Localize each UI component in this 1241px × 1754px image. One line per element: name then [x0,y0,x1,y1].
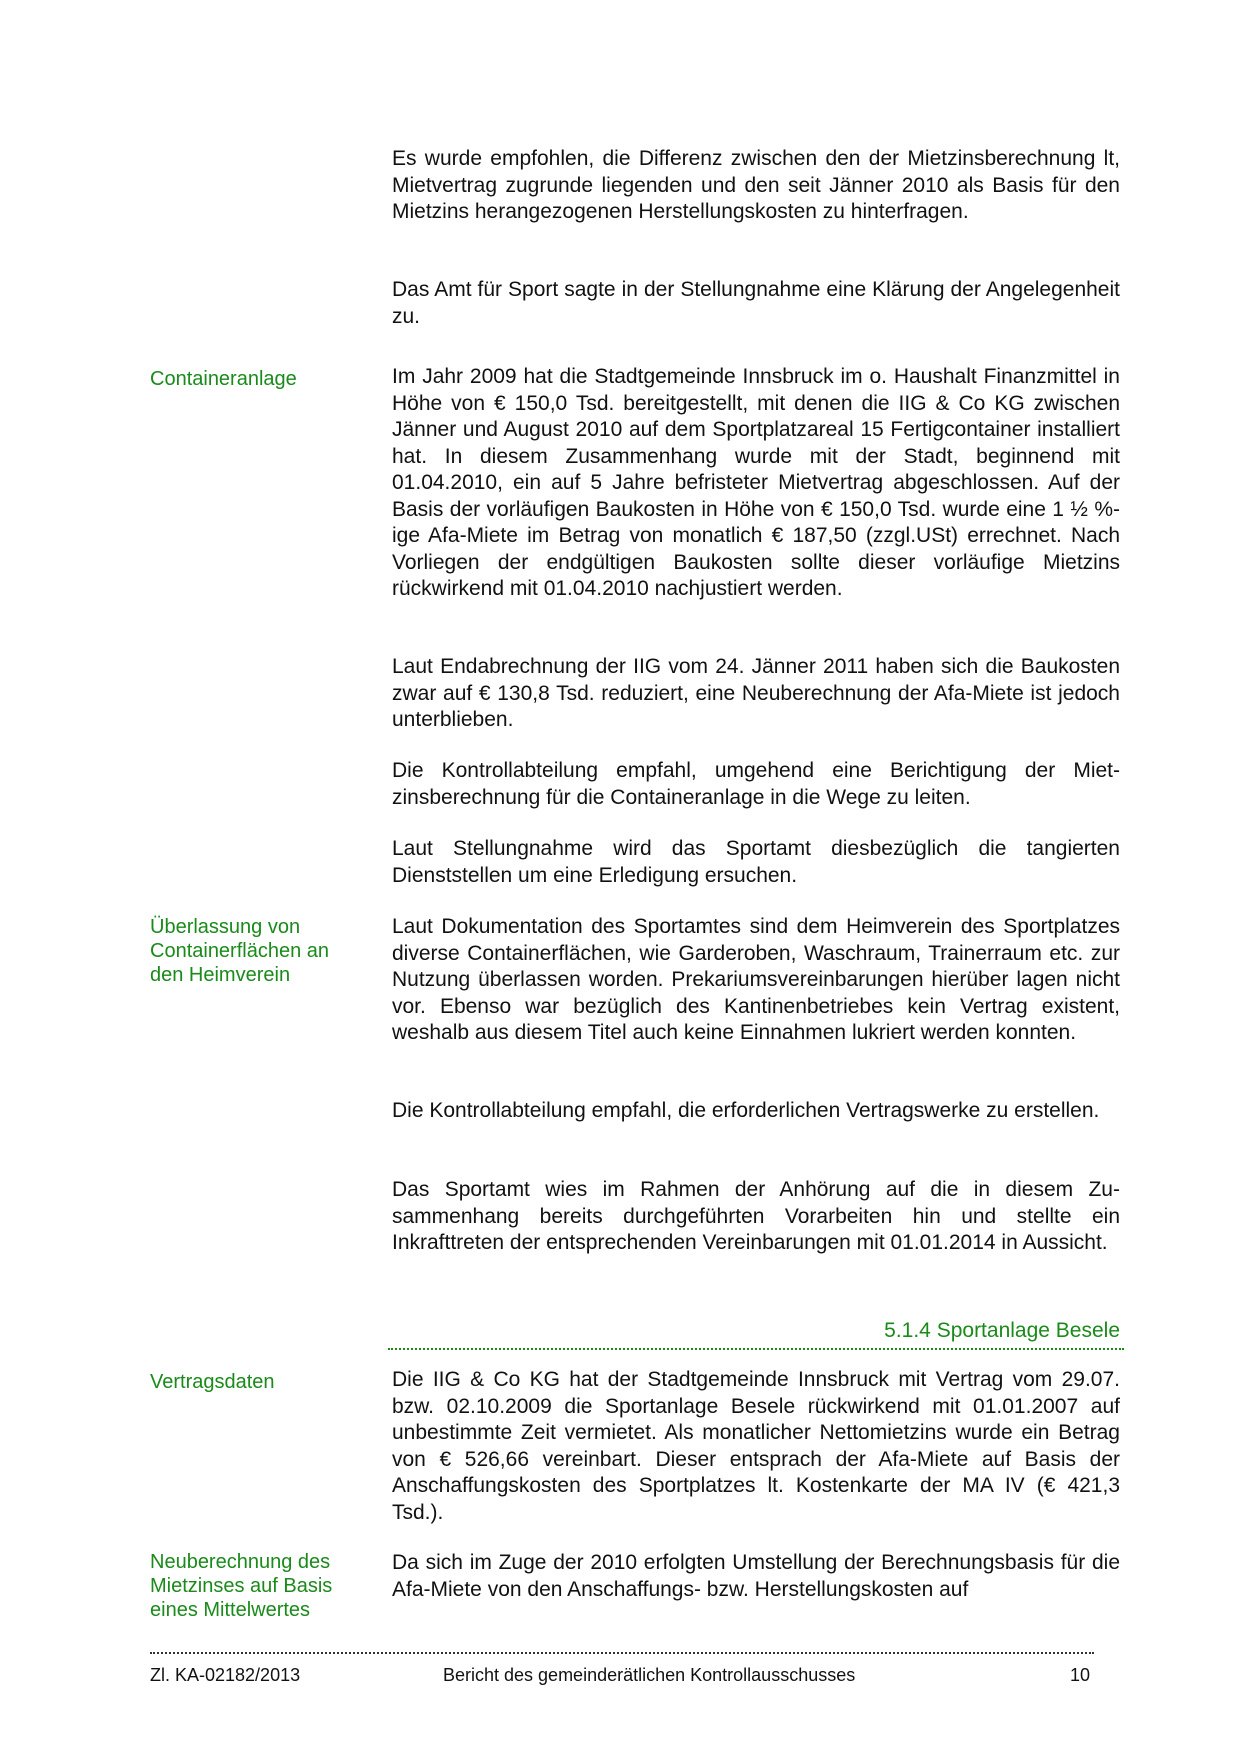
margin-note-neuberechnung: Neuberechnung des Mietzinses auf Basis eines Mittelwertes [150,1551,333,1621]
paragraph-berichtigung: Die Kontrollabteilung empfahl, umgehend eine Berichtigung der Mietzinsberechnung für die Containeranlage in die Wege zu leiten. [392,759,1120,809]
paragraph-amt-fuer-sport: Das Amt für Sport sagte in der Stellungnahme eine Klärung der Angelegenheit zu. [392,278,1120,328]
paragraph-vertragswerke: Die Kontrollabteilung empfahl, die erforderlichen Vertragswerke zu erstellen. [392,1099,1100,1122]
paragraph-neuberechnung: Da sich im Zuge der 2010 erfolgten Umstellung der Berechnungsbasis für die Afa-Miete von den Anschaffungs- bzw. Herstellungskosten auf [392,1551,1120,1601]
paragraph-containeranlage: Im Jahr 2009 hat die Stadtgemeinde Innsbruck im o. Haushalt Finanzmittel in Höhe von € 150,0 Tsd. bereitgestellt, mit denen die IIG & Co KG zwischen Jänner und August 2010 auf dem Sportplatzareal 15 Fertigcontainer installiert hat. In diesem Zusammenhang wurde mit der Stadt, beginnend mit 01.04.2010, ein auf 5 Jahre befristeter Mietvertrag abgeschlossen. Auf der Basis der vorläufigen Baukosten in Höhe von € 150,0 Tsd. wurde eine 1 ½ %-ige Afa-Miete im Betrag von monatlich € 187,50 (zzgl.USt) errechnet. Nach Vorliegen der endgültigen Baukosten sollte dieser vorläufige Mietzins rückwirkend mit 01.04.2010 nachjustiert werden. [392,365,1120,600]
paragraph-anhoerung: Das Sportamt wies im Rahmen der Anhörung auf die in diesem Zusammenhang bereits durchgeführten Vorarbeiten hin und stellte ein Inkrafttreten der entsprechenden Vereinbarungen mit 01.01.2014 in Aussicht. [392,1178,1120,1254]
paragraph-mietzins-differenz: Es wurde empfohlen, die Differenz zwischen den der Mietzinsberechnung lt, Mietvertrag zugrunde liegenden und den seit Jänner 2010 als Basis für den Mietzins herangezogenen Herstellungskosten zu hinterfragen. [392,147,1120,223]
page-number: 10 [1070,1665,1091,1685]
paragraph-vertragsdaten: Die IIG & Co KG hat der Stadtgemeinde Innsbruck mit Vertrag vom 29.07. bzw. 02.10.2009 die Sportanlage Besele rückwirkend mit 01.01.2007 auf unbestimmte Zeit vermietet. Als monatlicher Nettomietzins wurde ein Betrag von € 526,66 vereinbart. Dieser entsprach der Afa-Miete auf Basis der Anschaffungskosten des Sportplatzes lt. Kostenkarte der MA IV (€ 421,3 Tsd.). [392,1368,1120,1524]
footer-title: Bericht des gemeinderätlichen Kontrollausschusses [443,1665,856,1685]
margin-note-containeranlage: Containeranlage [150,368,297,390]
section-heading: 5.1.4 Sportanlage Besele [884,1319,1120,1342]
paragraph-dokumentation-sportamt: Laut Dokumentation des Sportamtes sind dem Heimverein des Sportplatzes diverse Containerflächen, wie Garderoben, Waschraum, Trainerraum etc. zur Nutzung überlassen worden. Prekariumsvereinbarungen hierüber lagen nicht vor. Ebenso war bezüglich des Kantinenbetriebes kein Vertrag existent, weshalb aus diesem Titel auch keine Einnahmen lukriert werden konnten. [392,915,1120,1044]
paragraph-stellungnahme-sportamt: Laut Stellungnahme wird das Sportamt diesbezüglich die tangierten Dienststellen um eine Erledigung ersuchen. [392,837,1120,887]
margin-note-ueberlassung: Überlassung von Containerflächen an den Heimverein [150,916,330,986]
footer-reference: Zl. KA-02182/2013 [150,1665,301,1685]
margin-note-vertragsdaten: Vertragsdaten [150,1371,275,1393]
paragraph-endabrechnung: Laut Endabrechnung der IIG vom 24. Jänner 2011 haben sich die Baukosten zwar auf € 130,8 Tsd. reduziert, eine Neuberechnung der Afa-Miete ist jedoch unterblieben. [392,655,1120,731]
section-divider [388,1348,1124,1350]
footer-divider [150,1652,1094,1654]
